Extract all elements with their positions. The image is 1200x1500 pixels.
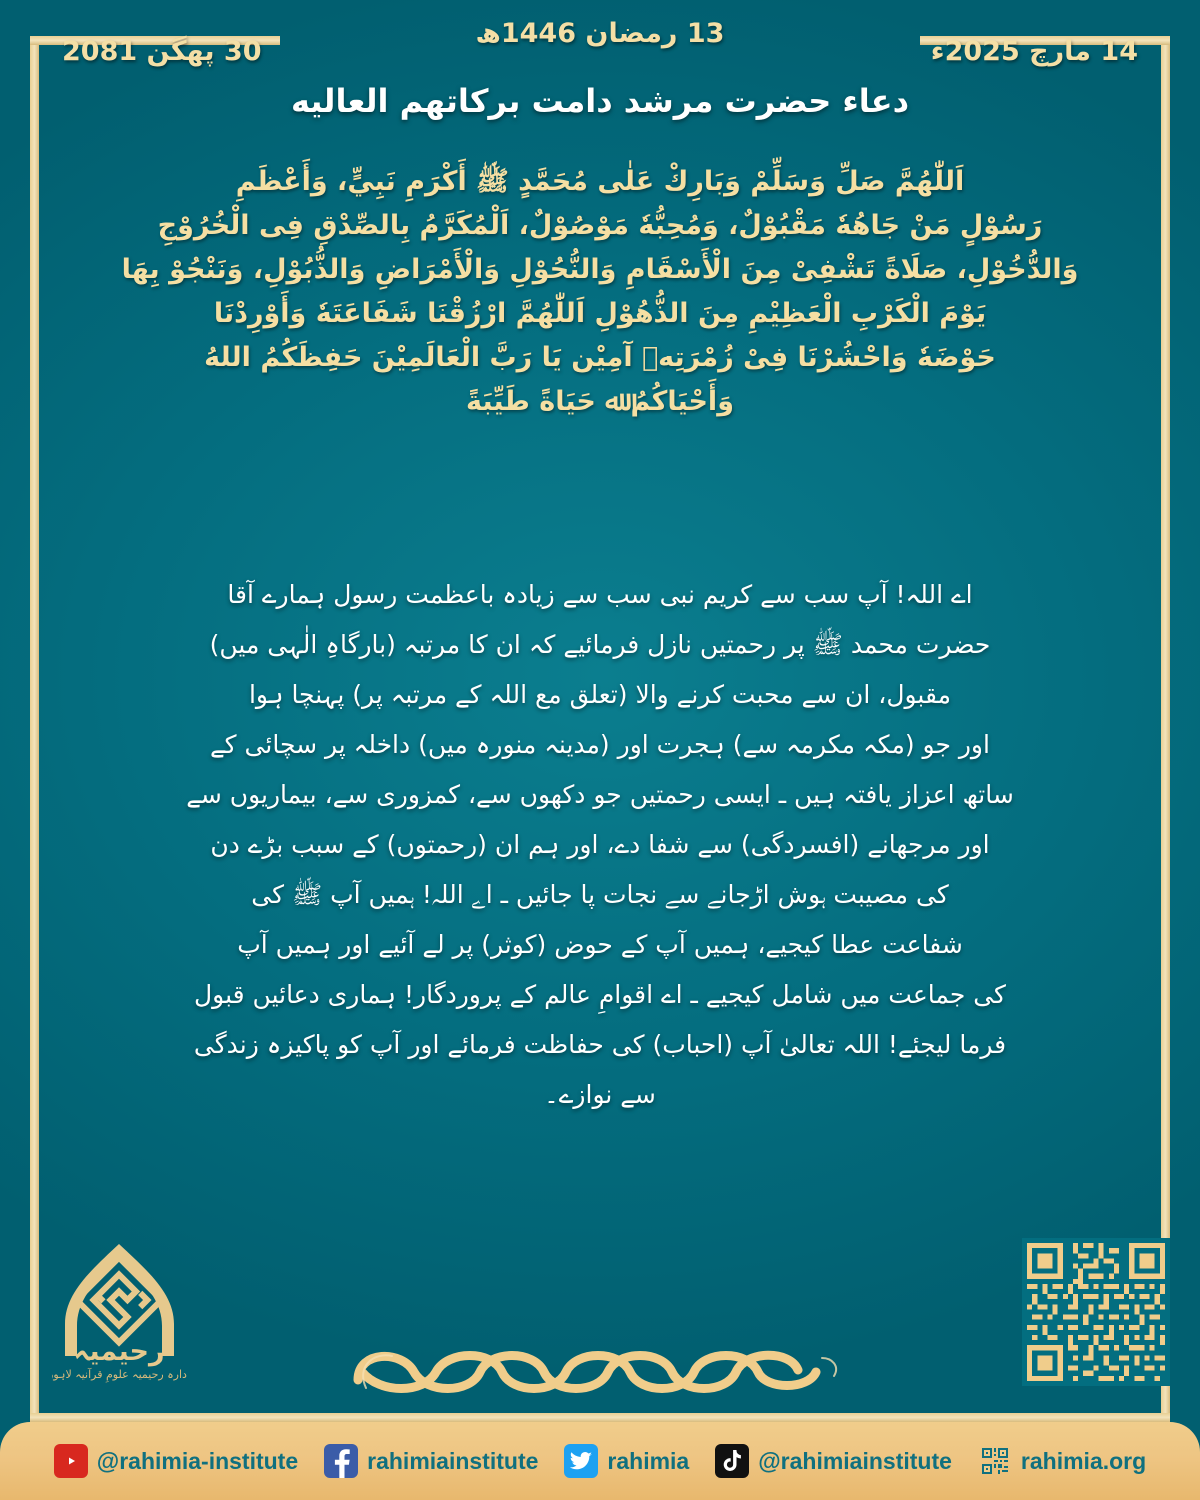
social-website[interactable] <box>978 1444 1146 1478</box>
urdu-line: مقبول، ان سے محبت کرنے والا (تعلق مع اللہ کے مرتبہ پر) پہنچا ہوا <box>248 680 952 709</box>
qr-icon <box>978 1444 1012 1478</box>
urdu-line: کی مصیبت ہوش اڑجانے سے نجات پا جائیں ـ اے اللہ! ہمیں آپ ﷺ کی <box>251 880 949 909</box>
twitter-icon <box>564 1444 598 1478</box>
social-tiktok-handle: @rahimiainstitute <box>758 1447 952 1474</box>
date-gregorian: 14 مارچ 2025ء <box>930 36 1138 67</box>
arabic-dua-block <box>120 160 1080 424</box>
arabic-line: وَالدُّخُوْلِ، صَلَاةً تَشْفِىْ مِنَ الْأَسْقَامِ وَالنُّحُوْلِ وَالْأَمْرَاضِ وَالذُّبُوْلِ، وَنَنْجُوْ بِهَا <box>121 254 1079 285</box>
urdu-line: حضرت محمد ﷺ پر رحمتیں نازل فرمائیے کہ ان کا مرتبہ (بارگاہِ الٰہی میں) <box>209 630 991 659</box>
tiktok-icon <box>715 1444 749 1478</box>
social-youtube[interactable] <box>54 1444 298 1478</box>
arabic-line: حَوْضَهٗ وَاحْشُرْنَا فِىْ زُمْرَتِهٖ آمِيْن يَا رَبَّ الْعَالَمِيْنَ حَفِظَكُمُ اللهُ <box>204 342 996 373</box>
qr-code-icon[interactable] <box>1022 1238 1170 1386</box>
urdu-line: فرما لیجئے! اللہ تعالیٰ آپ (احباب) کی حفاظت فرمائے اور آپ کو پاکیزہ زندگی <box>193 1030 1007 1059</box>
flourish-ornament <box>340 1328 860 1408</box>
urdu-line: کی جماعت میں شامل کیجیے ـ اے اقوامِ عالم کے پروردگار! ہماری دعائیں قبول <box>194 980 1006 1009</box>
arabic-line: وَأَحْيَاكُمُ ﷲ حَيَاةً طَيِّبَةً <box>466 386 734 417</box>
urdu-line: اور مرجھانے (افسردگی) سے شفا دے، اور ہم ان (رحمتوں) کے سبب بڑے دن <box>210 830 990 859</box>
social-footer-bar <box>0 1422 1200 1500</box>
youtube-icon <box>54 1444 88 1478</box>
urdu-translation-block <box>165 570 1035 1120</box>
page-title: دعاء حضرت مرشد دامت برکاتهم العالیه <box>290 82 910 120</box>
rahimia-logo <box>52 1238 187 1388</box>
arabic-line: يَوْمَ الْكَرْبِ الْعَظِيْمِ مِنَ الذُّهُوْلِ اَللّٰهُمَّ ارْزُقْنَا شَفَاعَتَهٗ وَأَوْرِدْنَا <box>213 298 987 329</box>
social-twitter[interactable] <box>564 1444 689 1478</box>
urdu-line: شفاعت عطا کیجیے، ہمیں آپ کے حوض (کوثر) پر لے آئیے اور ہمیں آپ <box>237 930 963 959</box>
social-twitter-handle: rahimia <box>607 1447 690 1474</box>
date-bikrami: 30 پھگن 2081 <box>62 36 262 67</box>
qr-code[interactable] <box>1022 1238 1170 1386</box>
social-tiktok[interactable] <box>715 1444 952 1478</box>
date-hijri: 13 رمضان 1446ھ <box>475 18 725 49</box>
frame-right-border <box>1161 36 1170 1422</box>
logo-subtitle: ادارہ رحیمیہ علومِ قرآنیہ لاہور <box>52 1368 187 1381</box>
urdu-line: اور جو (مکہ مکرمہ سے) ہجرت اور (مدینہ منورہ میں) داخلہ پر سچائی کے <box>210 730 990 759</box>
social-youtube-handle: @rahimia-institute <box>96 1447 299 1474</box>
arabic-line: رَسُوْلٍ مَنْ جَاهُهٗ مَقْبُوْلٌ، وَمُحِبُّهٗ مَوْصُوْلٌ، اَلْمُكَرَّمُ بِالصِّدْقِ فِى الْخُرُوْجِ <box>157 210 1043 241</box>
flourish-icon <box>340 1328 860 1408</box>
urdu-line: ساتھ اعزاز یافتہ ہیں ـ ایسی رحمتیں جو دکھوں سے، کمزوری سے، بیماریوں سے <box>186 780 1014 809</box>
arabic-line: اَللّٰهُمَّ صَلِّ وَسَلِّمْ وَبَارِكْ عَلٰى مُحَمَّدٍ ﷺ أَكْرَمِ نَبِيٍّ، وَأَعْظَمِ <box>235 166 965 197</box>
logo-arch-icon <box>52 1238 187 1388</box>
social-website-handle: rahimia.org <box>1020 1447 1147 1474</box>
social-facebook-handle: rahimiainstitute <box>367 1447 539 1474</box>
facebook-icon <box>324 1444 358 1478</box>
frame-bottom-border <box>30 1413 1170 1422</box>
social-facebook[interactable] <box>324 1444 538 1478</box>
urdu-line: اے اللہ! آپ سب سے کریم نبی سب سے زیادہ باعظمت رسول ہمارے آقا <box>227 580 973 609</box>
logo-name: رحیمیہ <box>73 1336 165 1367</box>
frame-left-border <box>30 36 39 1422</box>
urdu-line: سے نوازے۔ <box>544 1080 656 1109</box>
